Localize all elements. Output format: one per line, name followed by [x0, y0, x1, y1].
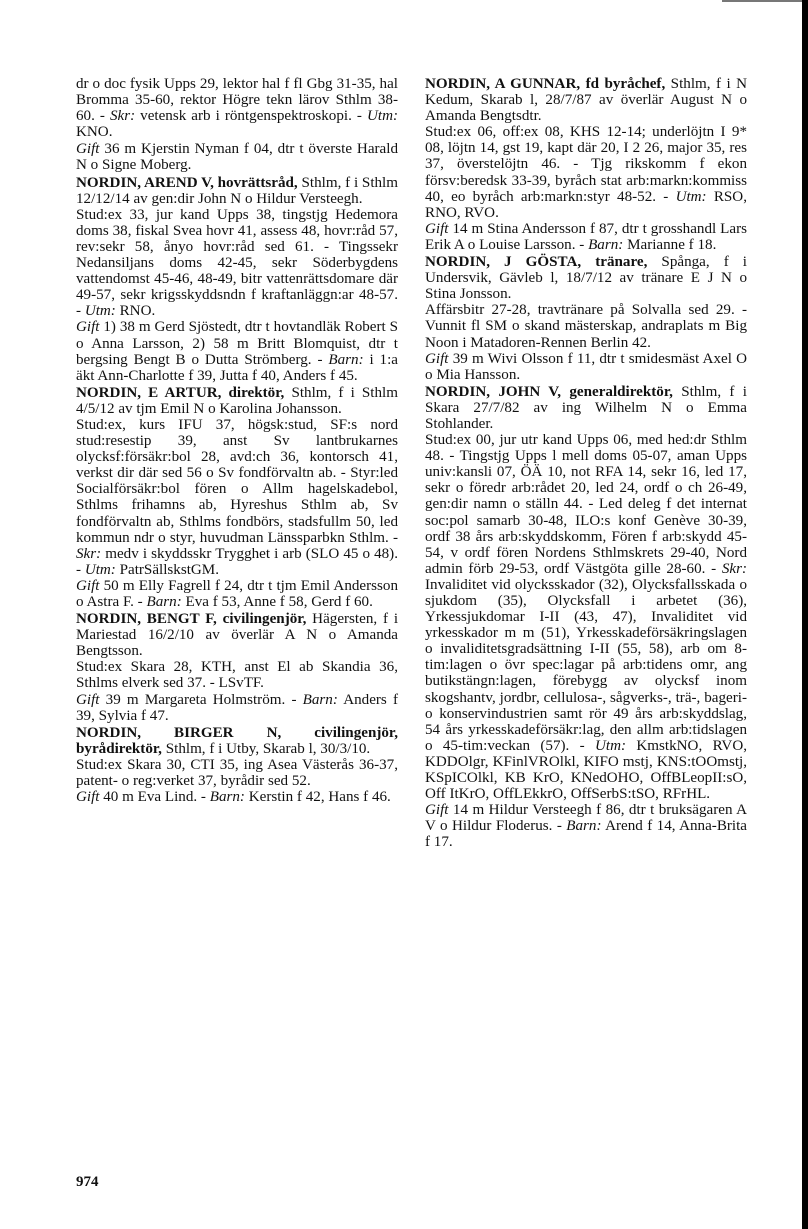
biography-entry — [425, 384, 747, 851]
entry-text: 36 m Kjerstin Nyman f 04, dtr t överste Harald N o Signe Moberg. — [76, 141, 398, 174]
entry-paragraph — [76, 692, 398, 724]
entry-label: Gift — [425, 802, 449, 819]
entry-paragraph — [76, 757, 398, 789]
entry-heading: NORDIN, BENGT F, civilingenjör, — [76, 611, 307, 628]
entry-heading: NORDIN, A GUNNAR, fd byråchef, — [425, 76, 666, 92]
entry-text: KNO. — [76, 124, 113, 141]
entry-text: Sthlm, f i Sthlm 12/12/14 av gen:dir John N o Hildur Versteegh. — [76, 174, 398, 207]
entry-paragraph — [76, 417, 398, 578]
right-column — [425, 76, 747, 852]
entry-paragraph — [425, 384, 747, 432]
entry-heading: NORDIN, J GÖSTA, tränare, — [425, 254, 648, 271]
entry-text: Sthlm, f i N Kedum, Skarab l, 28/7/87 av överlär August N o Amanda Bengtsdtr. — [425, 76, 747, 125]
biography-entry — [76, 725, 398, 805]
entry-label: Gift — [76, 691, 100, 708]
entry-label: Barn: — [146, 594, 182, 610]
entry-text: 39 m Margareta Holmström. - — [99, 691, 303, 708]
entry-text: 14 m Stina Andersson f 87, dtr t grosshandl Lars Erik A o Louise Larsson. - — [425, 220, 747, 253]
entry-text: Stud:ex 06, off:ex 08, KHS 12-14; underlöjtn I 9* 08, löjtn 14, gst 19, kapt där 20, I 2 26, major 35, res 37, överstelöjtn 46. - Tjg rikskomm f ekon försv:beredsk 33-39, byråch stat arb:markn:kommiss 40, eo byråch arb:markn:styr 48-52. - — [425, 124, 747, 205]
entry-text: RNO. — [115, 303, 156, 320]
entry-label: Gift — [425, 220, 449, 237]
entry-label: Utm: — [84, 561, 116, 578]
entry-paragraph — [76, 578, 398, 610]
entry-text: Eva f 53, Anne f 58, Gerd f 60. — [181, 594, 373, 610]
entry-label: Gift — [76, 141, 100, 158]
entry-text: Sthlm, f i Skara 27/7/82 av ing Wilhelm N o Emma Stohlander. — [425, 383, 747, 432]
page-number: 974 — [76, 1174, 99, 1190]
entry-paragraph — [425, 76, 747, 124]
entry-label: Gift — [76, 577, 100, 594]
entry-label: Gift — [76, 319, 100, 336]
entry-text: Anders f 39, Sylvia f 47. — [76, 691, 398, 724]
entry-text: Stud:ex, kurs IFU 37, högsk:stud, SF:s nord stud:resestip 39, anst Sv lantbrukarnes olycksf:försäkr:bol 28, avd:ch 36, kontorsch 41, verkst dir där sed 56 o Sv fondförvaltn ab. - Styr:led Socialförsäkr:bol fören o Allm hagelskadebol, Sthlms frihamns ab, Hyreshus Sthlm ab, Sv fondförvaltn ab, Sthlms fondbörs, stadsfullm 50, led kommun ndr o styr, huvudman Länssparbkn Sthlm. - — [76, 416, 398, 546]
biography-entry — [76, 385, 398, 610]
entry-label: Utm: — [595, 737, 627, 754]
entry-text: i 1:a äkt Ann-Charlotte f 39, Jutta f 40, Anders f 45. — [76, 351, 398, 384]
entry-label: Skr: — [721, 560, 747, 577]
entry-text: medv i skyddsskr Trygghet i arb (SLO 45 o 48). - — [76, 545, 398, 578]
entry-text: KmstkNO, RVO, KDDOlgr, KFinlVROlkl, KIFO mstj, KNS:tOOmstj, KSpICOlkl, KB KrO, KNedOHO, OffBLeopII:sO, Off ItKrO, OffLEkkrO, OffSerbS:tSO, RFrHL. — [425, 737, 747, 803]
biography-entry — [76, 141, 398, 173]
biography-entry — [76, 76, 398, 140]
entry-heading: NORDIN, AREND V, hovrättsråd, — [76, 174, 298, 191]
entry-text: Sthlm, f i Sthlm 4/5/12 av tjm Emil N o Karolina Johansson. — [76, 384, 398, 417]
entry-paragraph — [76, 725, 398, 757]
entry-text: Stud:ex Skara 30, CTI 35, ing Asea Västerås 36-37, patent- o reg:verket 37, byrådir sed 52. — [76, 756, 398, 790]
entry-paragraph — [76, 207, 398, 320]
entry-text: Stud:ex 00, jur utr kand Upps 06, med hed:dr Sthlm 48. - Tingstjg Upps l mell doms 05-07, aman Upps univ:kansli 07, ÖÄ 10, not RFA 14, sekr 16, led 17, sekr o föredr arb:rådet 20, led 24, ordf o ch 26-49, gen:dir namn o ställn 44. - Led deleg f det internat soc:pol samarb 30-48, ILO:s konf Genève 30-39, ordf 38 års arb:skyddskomm, Fören f arb:skydd 45-54, v ordf fören Nordens Sthlmskrets 29-40, Nord admin förb 29-53, ordf Västgöta gille 28-60. - — [425, 432, 747, 577]
entry-paragraph — [425, 432, 747, 802]
entry-paragraph — [76, 175, 398, 207]
entry-label: Barn: — [588, 236, 624, 253]
entry-paragraph — [76, 611, 398, 659]
entry-paragraph — [425, 302, 747, 350]
entry-label: Barn: — [566, 818, 602, 835]
entry-text: 40 m Eva Lind. - — [99, 789, 210, 806]
entry-heading: NORDIN, JOHN V, generaldirektör, — [425, 383, 673, 400]
entry-text: Arend f 14, Anna-Brita f 17. — [425, 818, 747, 851]
entry-label: Gift — [425, 350, 449, 367]
entry-label: Barn: — [302, 691, 338, 708]
entry-paragraph — [425, 124, 747, 221]
entry-paragraph — [76, 319, 398, 383]
entry-text: Stud:ex Skara 28, KTH, anst El ab Skandia 36, Sthlms elverk sed 37. - LSvTF. — [76, 659, 398, 692]
entry-text: Spånga, f i Undersvik, Gävleb l, 18/7/12 av tränare E J N o Stina Jonsson. — [425, 254, 747, 303]
entry-text: Marianne f 18. — [623, 236, 717, 253]
entry-heading: NORDIN, E ARTUR, direktör, — [76, 384, 285, 401]
entry-label: Utm: — [675, 188, 707, 205]
left-column — [76, 76, 398, 806]
entry-text: Affärsbitr 27-28, travtränare på Solvalla sed 29. - Vunnit fl SM o skand mästerskap, andraplats m Big Noon i Matadoren-Rennen Berlin 42. — [425, 302, 747, 351]
entry-text: 39 m Wivi Olsson f 11, dtr t smidesmäst Axel O o Mia Hansson. — [425, 350, 747, 383]
entry-text: Stud:ex 33, jur kand Upps 38, tingstjg Hedemora doms 38, fiskal Svea hovr 41, assess 48, hovr:råd 57, rev:sekr 58, ånyo hovr:råd sed 61. - Tingssekr Nedansiljans doms 42-45, sekr Söderbygdens vattendomst 45-46, 48-49, bitr vattenrättsdomare där 49-57, sekr krigsskyddsndn f kraftanläggn:ar 48-57. - — [76, 206, 398, 320]
entry-text: PatrSällskstGM. — [115, 561, 219, 578]
entry-paragraph — [425, 254, 747, 302]
entry-text: RSO, RNO, RVO. — [425, 188, 747, 221]
entry-label: Skr: — [76, 545, 102, 562]
entry-paragraph — [425, 221, 747, 253]
entry-text: 50 m Elly Fagrell f 24, dtr t tjm Emil Andersson o Astra F. - — [76, 577, 398, 610]
biography-entry — [76, 611, 398, 724]
entry-text: vetensk arb i röntgenspektroskopi. - — [135, 108, 367, 125]
entry-text: Hägersten, f i Mariestad 16/2/10 av överlär A N o Amanda Bengtsson. — [76, 611, 399, 660]
entry-paragraph — [76, 385, 398, 417]
entry-label: Utm: — [366, 108, 398, 125]
entry-label: Gift — [76, 789, 100, 806]
entry-paragraph — [425, 351, 747, 383]
entry-text: Sthlm, f i Utby, Skarab l, 30/3/10. — [161, 740, 371, 757]
entry-paragraph — [76, 141, 398, 173]
entry-text: 1) 38 m Gerd Sjöstedt, dtr t hovtandläk Robert S o Anna Larsson, 2) 58 m Britt Blomquist, dtr t bergsing Bengt B o Dutta Strömberg. - — [76, 319, 398, 368]
scan-edge — [802, 0, 808, 1229]
entry-paragraph — [76, 659, 398, 691]
entry-paragraph — [425, 802, 747, 850]
scan-edge-top — [722, 0, 802, 2]
biography-entry — [425, 254, 747, 383]
entry-label: Barn: — [328, 351, 364, 368]
entry-text: Invaliditet vid olycksskador (32), Olycksfallsskada o sjukdom (35), Olycksfall i arbetet (36), Yrkessjukdomar I-II (43, 47), Invaliditet vid yrkesskador m m (51), Yrkesskadeförsäkringslagen o invaliditetsgradsättning I-II (55, 58), arb om 8-tim:lagen o övr spec:lagar på arb:tidens omr, ang butikstängn:lagen, förebygg av olycksf inom skogshantv, jordbr, cellulosa-, sågverks-, trä-, bageri- o konservindustrien samt rör 49 års arb:skyddslag, 54 års yrkesskadeförsäkr:lag, den allm arb:tidslagen o 45-tim:veckan (57). - — [425, 576, 747, 754]
entry-paragraph — [76, 789, 398, 805]
entry-label: Barn: — [209, 789, 245, 806]
entry-paragraph — [76, 76, 398, 140]
entry-text: 14 m Hildur Versteegh f 86, dtr t bruksägaren A V o Hildur Floderus. - — [425, 802, 747, 835]
entry-text: Kerstin f 42, Hans f 46. — [244, 789, 391, 806]
entry-label: Skr: — [109, 108, 136, 125]
entry-heading: NORDIN, BIRGER N, civilingenjör, byrådirektör, — [76, 724, 398, 757]
entry-text: dr o doc fysik Upps 29, lektor hal f fl Gbg 31-35, hal Bromma 35-60, rektor Högre tekn lärov Sthlm 38-60. - — [76, 76, 398, 125]
biography-entry — [425, 76, 747, 253]
biography-entry — [76, 175, 398, 384]
entry-label: Utm: — [84, 303, 116, 320]
